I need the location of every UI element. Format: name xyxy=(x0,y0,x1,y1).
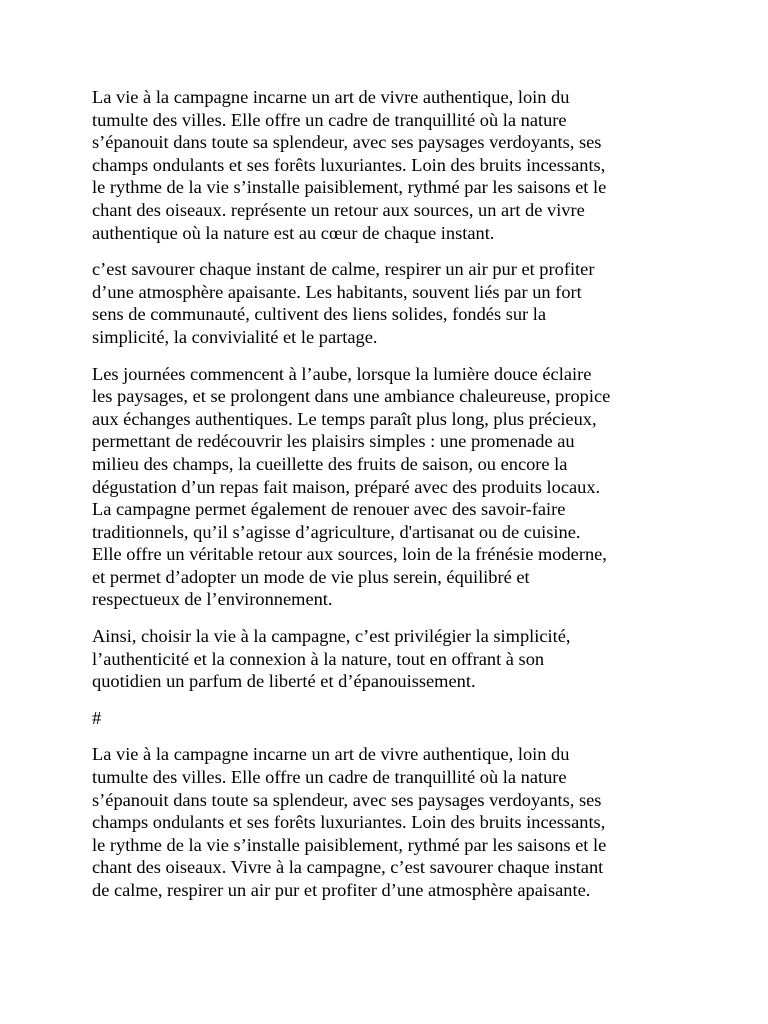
section-separator: # xyxy=(92,707,102,728)
paragraph-2: c’est savourer chaque instant de calme, respirer un air pur et profiter d’une atmosphère apaisante. Les habitants, souvent liés par un fort sens de communauté, cultivent des liens solides, fondés sur la simplicité, la convivialité et le partage. xyxy=(92,259,595,347)
paragraph-3: Les journées commencent à l’aube, lorsque la lumière douce éclaire les paysages, et se prolongent dans une ambiance chaleureuse, propice aux échanges authentiques. Le temps paraît plus long, plus précieux, permettant de redécouvrir les plaisirs simples : une promenade au milieu des champs, la cueillette des fruits de saison, ou encore la dégustation d’un repas fait maison, préparé avec des produits locaux. La campagne permet également de renouer avec des savoir-faire traditionnels, qu’il s’agisse d’agriculture, d'artisanat ou de cuisine. Elle offre un véritable retour aux sources, loin de la frénésie moderne, et permet d’adopter un mode de vie plus serein, équilibré et respectueux de l’environnement. xyxy=(92,363,611,610)
paragraph-4: Ainsi, choisir la vie à la campagne, c’est privilégier la simplicité, l’authenticité et la connexion à la nature, tout en offrant à son quotidien un parfum de liberté et d’épanouissement. xyxy=(92,626,571,692)
paragraph-5: La vie à la campagne incarne un art de vivre authentique, loin du tumulte des villes. Elle offre un cadre de tranquillité où la nature s’épanouit dans toute sa splendeur, avec ses paysages verdoyants, ses champs ondulants et ses forêts luxuriantes. Loin des bruits incessants, le rythme de la vie s’installe paisiblement, rythmé par les saisons et le chant des oiseaux. Vivre à la campagne, c’est savourer chaque instant de calme, respirer un air pur et profiter d’une atmosphère apaisante. xyxy=(92,744,607,900)
paragraph-1: La vie à la campagne incarne un art de vivre authentique, loin du tumulte des villes. Elle offre un cadre de tranquillité où la nature s’épanouit dans toute sa splendeur, avec ses paysages verdoyants, ses champs ondulants et ses forêts luxuriantes. Loin des bruits incessants, le rythme de la vie s’installe paisiblement, rythmé par les saisons et le chant des oiseaux. représente un retour aux sources, un art de vivre authentique où la nature est au cœur de chaque instant. xyxy=(92,87,607,243)
document-body xyxy=(92,86,678,916)
